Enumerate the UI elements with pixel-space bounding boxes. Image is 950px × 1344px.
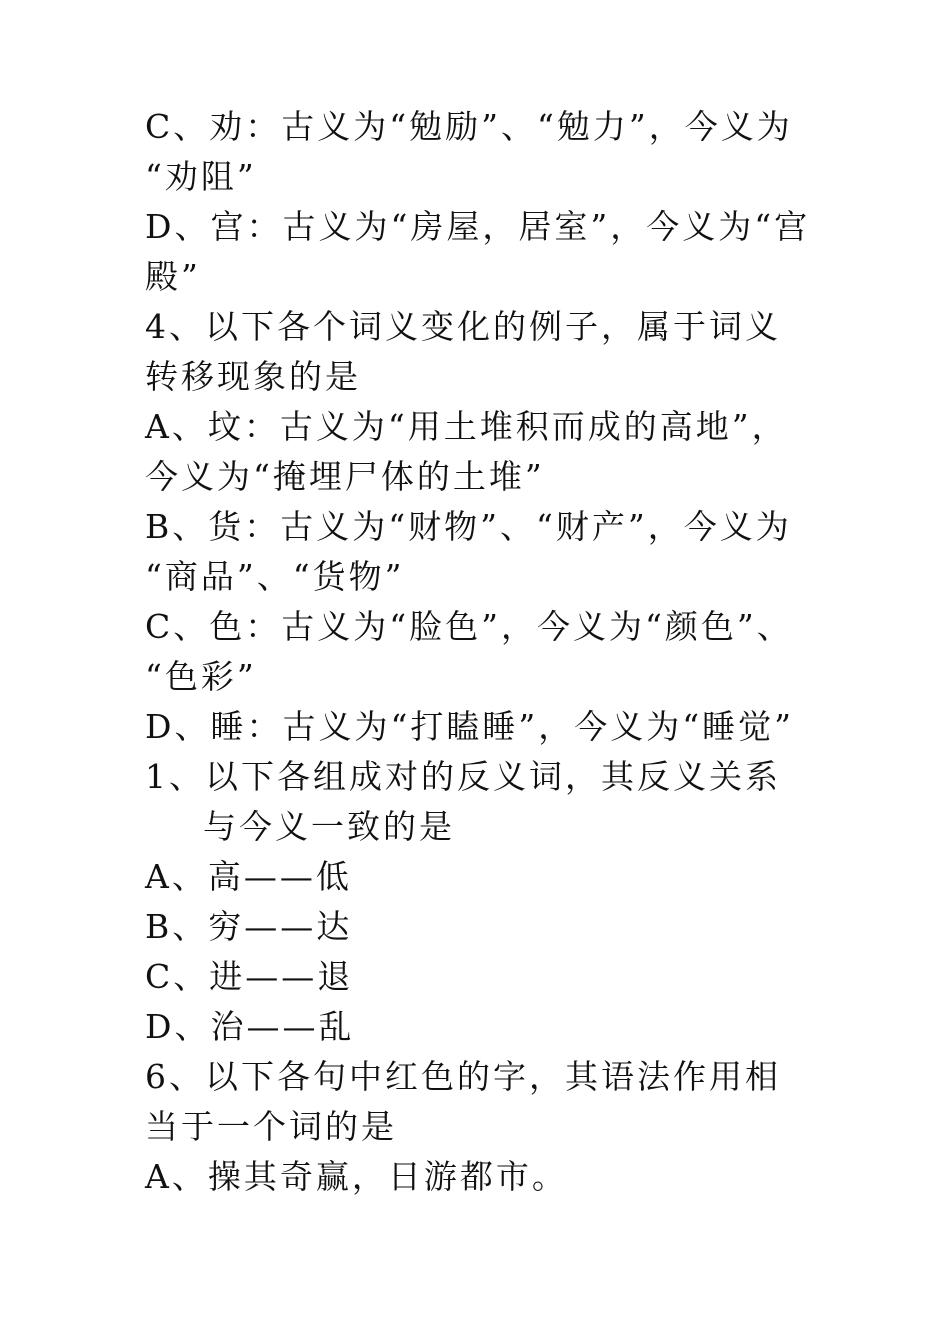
option-line: D、睡：古义为“打瞌睡”，今义为“睡觉” xyxy=(145,707,794,746)
option-line: B、穷——达 xyxy=(145,907,353,946)
option-line: C、色：古义为“脸色”，今义为“颜色”、 xyxy=(145,607,793,646)
question-line: 1、以下各组成对的反义词，其反义关系 xyxy=(145,757,781,796)
option-line: 今义为“掩埋尸体的土堆” xyxy=(145,457,545,496)
question-line: 与今义一致的是 xyxy=(203,807,455,846)
document-page xyxy=(145,102,815,1202)
question-line: 转移现象的是 xyxy=(145,357,361,396)
option-line: A、坟：古义为“用土堆积而成的高地”， xyxy=(145,407,788,446)
text-line: “劝阻” xyxy=(145,157,257,196)
option-line: “商品”、“货物” xyxy=(145,557,405,596)
text-line: D、宫：古义为“房屋，居室”，今义为“宫 xyxy=(145,207,811,246)
option-line: B、货：古义为“财物”、“财产”，今义为 xyxy=(145,507,792,546)
question-line: 当于一个词的是 xyxy=(145,1107,397,1146)
option-line: A、高——低 xyxy=(145,857,352,896)
option-line: C、进——退 xyxy=(145,957,354,996)
question-line: 6、以下各句中红色的字，其语法作用相 xyxy=(145,1057,781,1096)
option-line: D、治——乱 xyxy=(145,1007,355,1046)
text-line: C、劝：古义为“勉励”、“勉力”，今义为 xyxy=(145,107,793,146)
option-line: “色彩” xyxy=(145,657,257,696)
text-line: 殿” xyxy=(145,257,201,296)
option-line: A、操其奇赢，日游都市。 xyxy=(145,1157,568,1196)
question-line: 4、以下各个词义变化的例子，属于词义 xyxy=(145,307,781,346)
